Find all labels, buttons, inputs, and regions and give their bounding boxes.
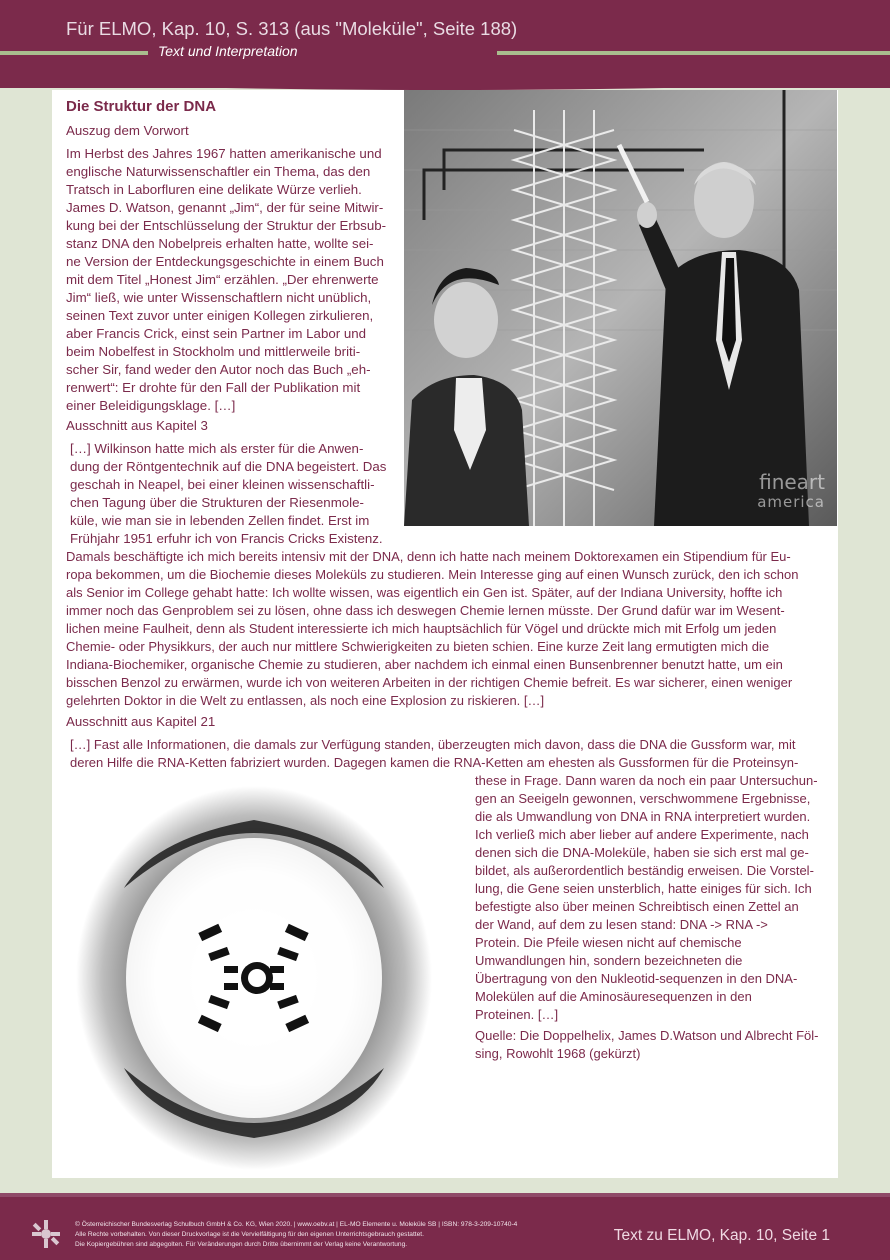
section-label-chapter3: Ausschnitt aus Kapitel 3: [66, 418, 208, 433]
text-line: englische Naturwissenschaftler ein Thema, das den: [66, 164, 371, 179]
source-citation: [475, 1027, 826, 1063]
text-line: stanz DNA den Nobelpreis erhalten hatte, wollte sei-: [66, 236, 374, 251]
text-line: bisschen Benzol zu erwärmen, wurde ich von weiteren Arbeiten in der richtigen Chemie befreit. Es war sicherer, einen weniger: [66, 675, 793, 690]
section-chapter3-narrow-text: [70, 440, 389, 548]
watson-crick-photo: [404, 90, 837, 526]
section-foreword-text: [66, 145, 389, 415]
text-line: immer noch das Genproblem sei zu lösen, ohne dass ich deswegen Chemie lernen müsste. Der Grund dafür war im Wesent-: [66, 603, 785, 618]
text-line: der Wand, auf dem zu lesen stand: DNA -> RNA ->: [475, 917, 768, 932]
copyright-line: © Österreichischer Bundesverlag Schulbuch GmbH & Co. KG, Wien 2020. | www.oebv.at | EL-MO Elemente u. Moleküle SB | ISBN: 978-3-209-10740-4: [75, 1221, 518, 1228]
footer-divider: [0, 1193, 890, 1197]
text-line: Indiana-Biochemiker, organische Chemie zu studieren, aber nachdem ich einmal einen Bunsenbrenner benutzt hatte, um ein: [66, 657, 783, 672]
text-line: these in Frage. Dann waren da noch ein paar Untersuchun-: [475, 773, 818, 788]
text-line: Übertragung von den Nukleotid-sequenzen in den DNA-: [475, 971, 798, 986]
text-line: scher Sir, fand weder den Autor noch das Buch „eh-: [66, 362, 371, 377]
text-line: renwert“: Er drohte für den Fall der Publikation mit: [66, 380, 361, 395]
text-line: geschah in Neapel, bei einer kleinen wissenschaftli-: [70, 477, 375, 492]
text-line: sing, Rowohlt 1968 (gekürzt): [475, 1046, 641, 1061]
text-line: denen sich die DNA-Moleküle, haben sie sich erst mal ge-: [475, 845, 809, 860]
copyright-line: Alle Rechte vorbehalten. Von dieser Druckvorlage ist die Vervielfältigung für den eigenen Unterrichtsgebrauch gestattet.: [75, 1231, 424, 1238]
section-chapter21-narrow-text: [475, 772, 826, 1024]
text-line: einer Beleidigungsklage. […]: [66, 398, 236, 413]
footer-page-label: Text zu ELMO, Kap. 10, Seite 1: [613, 1227, 830, 1244]
text-line: Protein. Die Pfeile wiesen nicht auf chemische: [475, 935, 742, 950]
text-line: Jim“ ließ, wie unter Wissenschaftlern nicht unüblich,: [66, 290, 372, 305]
text-line: Frühjahr 1951 erfuhr ich von Francis Cricks Existenz.: [70, 531, 383, 546]
text-line: Chemie- oder Physikkurs, der auch nur mittlere Schwierigkeiten zu bieten schien. Eine kurze Zeit lang ermutigten mich die: [66, 639, 770, 654]
text-line: aber Francis Crick, einst sein Partner im Labor und: [66, 326, 367, 341]
watermark-line: america: [757, 493, 825, 511]
text-line: gelehrten Doktor in die Welt zu entlassen, als noch eine Explosion zu riskieren. […]: [66, 693, 545, 708]
text-line: Ich verließ mich aber lieber auf andere Experimente, nach: [475, 827, 809, 842]
header-divider-right: [497, 51, 890, 55]
text-line: […] Fast alle Informationen, die damals zur Verfügung standen, überzeugten mich davon, dass die DNA die Gussform war, mit: [70, 737, 796, 752]
text-line: ropa bekommen, um die Biochemie dieses Moleküls zu studieren. Mein Interesse ging auf einen Wunsch zurück, den ich schon: [66, 567, 799, 582]
text-line: lichen meine Faulheit, denn als Student interessierte ich mich hauptsächlich für Vögel und drückte mich mit Erfolg um jeden: [66, 621, 777, 636]
text-line: als Senior im College gehabt hatte: Ich wollte wissen, was eigentlich ein Gen ist. Später, auf der Indiana University, hoffte ich: [66, 585, 783, 600]
text-line: mit dem Titel „Honest Jim“ erzählen. „Der ehrenwerte: [66, 272, 379, 287]
text-line: beim Nobelfest in Stockholm und mittlerweile briti-: [66, 344, 361, 359]
section-chapter3-wide-text: [66, 548, 826, 710]
text-line: James D. Watson, genannt „Jim“, der für seine Mitwir-: [66, 200, 384, 215]
page-header-title: Für ELMO, Kap. 10, S. 313 (aus "Moleküle", Seite 188): [66, 18, 518, 39]
section-label-foreword: Auszug dem Vorwort: [66, 123, 189, 138]
text-line: ne Version der Entdeckungsgeschichte in einem Buch: [66, 254, 384, 269]
copyright-line: Die Kopiergebühren sind abgegolten. Für Veränderungen durch Dritte übernimmt der Verlag keine Verantwortung.: [75, 1241, 408, 1248]
text-line: gen an Seeigeln gewonnen, verschwommene Ergebnisse,: [475, 791, 811, 806]
text-line: lung, die Gene seien unsterblich, hatte einiges für sich. Ich: [475, 881, 812, 896]
header-divider-left: [0, 51, 148, 55]
text-line: Molekülen auf die Aminosäuresequenzen in den: [475, 989, 752, 1004]
text-line: dung der Röntgentechnik auf die DNA begeistert. Das: [70, 459, 387, 474]
photo-illustration: [404, 90, 837, 526]
photo-watermark: [757, 472, 825, 512]
header-bar: [0, 0, 890, 88]
text-line: […] Wilkinson hatte mich als erster für die Anwen-: [70, 441, 364, 456]
text-line: Damals beschäftigte ich mich bereits intensiv mit der DNA, denn ich hatte nach meinem Doktorexamen ein Stipendium für Eu-: [66, 549, 791, 564]
text-line: Quelle: Die Doppelhelix, James D.Watson und Albrecht Föl-: [475, 1028, 819, 1043]
watermark-line: fineart: [759, 470, 825, 494]
text-line: seinen Text zuvor unter einigen Kollegen zirkulieren,: [66, 308, 374, 323]
section-chapter21-wide-text: [70, 736, 826, 772]
diffraction-pattern: [54, 778, 453, 1178]
page-header-subtitle: Text und Interpretation: [158, 43, 298, 59]
article-title: Die Struktur der DNA: [66, 98, 217, 115]
text-line: chen Tagung über die Strukturen der Riesenmole-: [70, 495, 364, 510]
text-line: kung bei der Entschlüsselung der Struktur der Erbsub-: [66, 218, 387, 233]
publisher-logo-icon: [30, 1219, 62, 1249]
text-line: befestigte also über meinen Schreibtisch einen Zettel an: [475, 899, 799, 914]
footer-copyright: [75, 1220, 517, 1250]
text-line: Im Herbst des Jahres 1967 hatten amerikanische und: [66, 146, 382, 161]
text-line: bildet, als außerordentlich beständig erweisen. Die Vorstel-: [475, 863, 814, 878]
text-line: deren Hilfe die RNA-Ketten fabriziert wurden. Dagegen kamen die RNA-Ketten am ehesten als Gussformen für die Proteinsyn-: [70, 755, 799, 770]
text-line: küle, wie man sie in lebenden Zellen findet. Erst im: [70, 513, 370, 528]
xray-diffraction-image: [54, 778, 453, 1178]
section-label-chapter21: Ausschnitt aus Kapitel 21: [66, 714, 216, 729]
text-line: Proteinen. […]: [475, 1007, 559, 1022]
text-line: Umwandlungen hin, sondern bezeichneten die: [475, 953, 743, 968]
text-line: die als Umwandlung von DNA in RNA interpretiert wurden.: [475, 809, 811, 824]
text-line: Tratsch in Laborfluren eine delikate Würze verlieh.: [66, 182, 362, 197]
